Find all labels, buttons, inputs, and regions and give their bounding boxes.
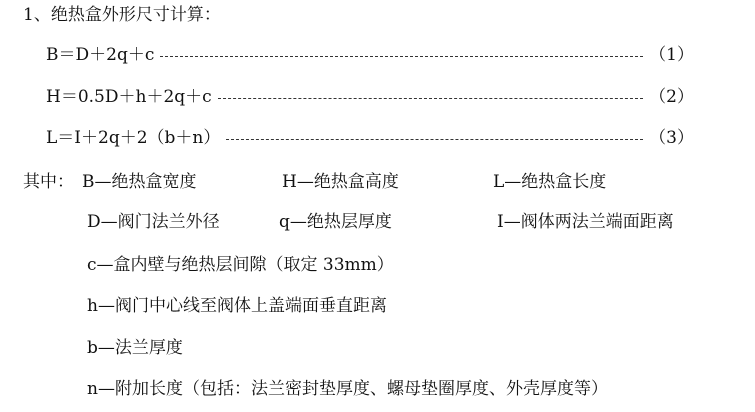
definitions-prefix: 其中： [23,172,74,192]
definition-I: I—阀体两法兰端面距离 [497,212,674,232]
dash-leader [226,139,643,140]
definition-n: n—附加长度（包括：法兰密封垫厚度、螺母垫圈厚度、外壳厚度等） [87,379,608,399]
section-heading: 1、绝热盒外形尺寸计算： [23,5,221,25]
definition-c: c—盒内壁与绝热层间隙（取定 33mm） [87,255,394,275]
definition-H: H—绝热盒高度 [282,172,399,192]
formula-length [46,126,694,150]
definition-h: h—阀门中心线至阀体上盖端面垂直距离 [87,296,387,316]
formula-number: （3） [649,128,694,148]
formula-expression: H＝0.5D＋h＋2q＋c [46,87,212,107]
formula-number: （2） [649,87,694,107]
formula-expression: B＝D＋2q＋c [46,45,155,65]
definition-q: q—绝热层厚度 [279,212,392,232]
dash-leader [160,56,643,57]
definition-B: B—绝热盒宽度 [82,172,197,192]
definition-b: b—法兰厚度 [87,338,183,358]
formula-expression: L＝I＋2q＋2（b＋n） [46,128,221,148]
formula-width [46,43,694,67]
formula-number: （1） [649,45,694,65]
definition-D: D—阀门法兰外径 [87,212,220,232]
dash-leader [218,98,644,99]
formula-height [46,85,694,109]
definition-L: L—绝热盒长度 [493,172,607,192]
